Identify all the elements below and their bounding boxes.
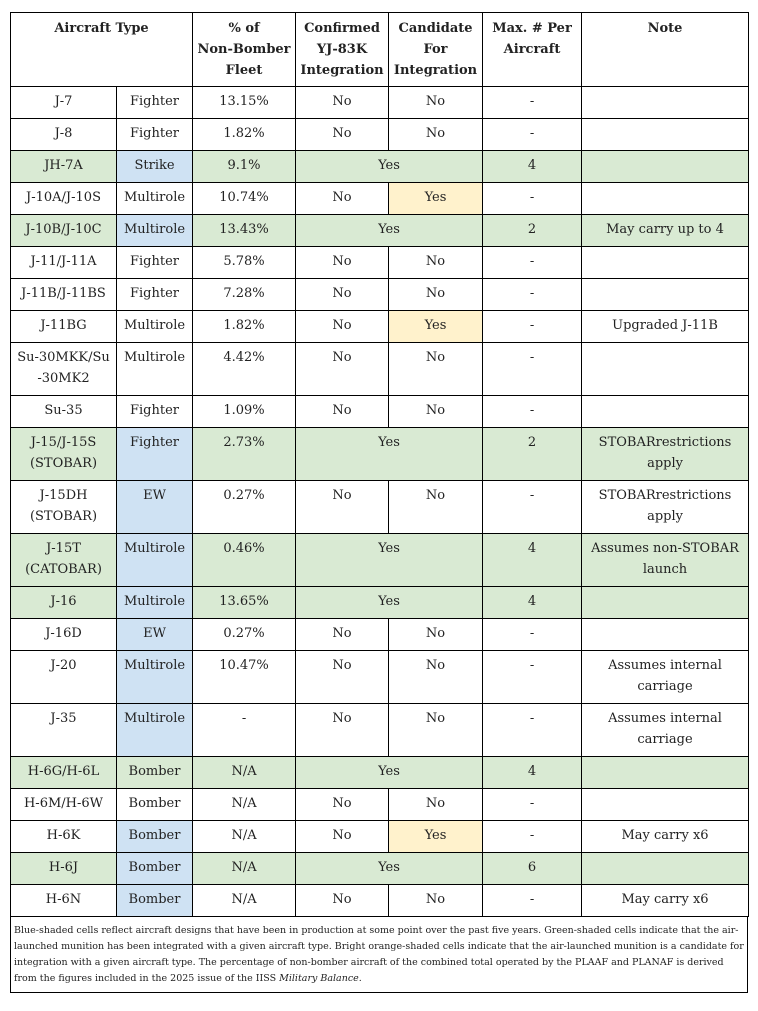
- table-body: [11, 87, 749, 917]
- note-cell: Assumes internal carriage: [582, 651, 749, 704]
- candidate-cell: No: [389, 651, 483, 704]
- note-cell: [582, 343, 749, 396]
- max-cell: -: [483, 651, 582, 704]
- aircraft-cell: J-8: [11, 119, 117, 151]
- aircraft-cell: J-11BG: [11, 311, 117, 343]
- pct-cell: 10.74%: [193, 183, 296, 215]
- note-cell: [582, 757, 749, 789]
- role-cell: Multirole: [117, 651, 193, 704]
- pct-cell: 0.46%: [193, 534, 296, 587]
- table-row: [11, 215, 749, 247]
- table-row: [11, 757, 749, 789]
- max-cell: 4: [483, 587, 582, 619]
- max-cell: 4: [483, 151, 582, 183]
- confirmed-cell: No: [296, 119, 389, 151]
- pct-cell: N/A: [193, 757, 296, 789]
- table-row: [11, 534, 749, 587]
- aircraft-integration-table: [10, 12, 749, 917]
- confirmed-cell: No: [296, 311, 389, 343]
- note-cell: STOBARrestrictions apply: [582, 428, 749, 481]
- header-pct-fleet: % of Non-Bomber Fleet: [193, 13, 296, 87]
- note-cell: May carry x6: [582, 821, 749, 853]
- pct-cell: 0.27%: [193, 481, 296, 534]
- pct-cell: 13.65%: [193, 587, 296, 619]
- note-cell: [582, 151, 749, 183]
- note-cell: [582, 87, 749, 119]
- note-cell: May carry up to 4: [582, 215, 749, 247]
- role-cell: Fighter: [117, 87, 193, 119]
- note-cell: Upgraded J-11B: [582, 311, 749, 343]
- aircraft-cell: J-15T (CATOBAR): [11, 534, 117, 587]
- note-cell: [582, 396, 749, 428]
- candidate-cell: Yes: [389, 821, 483, 853]
- header-max-per-aircraft: Max. # Per Aircraft: [483, 13, 582, 87]
- table-row: [11, 619, 749, 651]
- integration-merged-cell: Yes: [296, 587, 483, 619]
- note-cell: Assumes internal carriage: [582, 704, 749, 757]
- header-note: Note: [582, 13, 749, 87]
- pct-cell: 10.47%: [193, 651, 296, 704]
- table-row: [11, 428, 749, 481]
- aircraft-cell: H-6N: [11, 885, 117, 917]
- max-cell: -: [483, 481, 582, 534]
- note-cell: [582, 619, 749, 651]
- aircraft-cell: H-6J: [11, 853, 117, 885]
- table-row: [11, 343, 749, 396]
- max-cell: 2: [483, 215, 582, 247]
- confirmed-cell: No: [296, 704, 389, 757]
- confirmed-cell: No: [296, 789, 389, 821]
- max-cell: -: [483, 396, 582, 428]
- pct-cell: 9.1%: [193, 151, 296, 183]
- aircraft-cell: H-6G/H-6L: [11, 757, 117, 789]
- aircraft-cell: J-10A/J-10S: [11, 183, 117, 215]
- candidate-cell: No: [389, 789, 483, 821]
- table-row: [11, 247, 749, 279]
- role-cell: EW: [117, 481, 193, 534]
- role-cell: Multirole: [117, 311, 193, 343]
- max-cell: 4: [483, 534, 582, 587]
- candidate-cell: No: [389, 885, 483, 917]
- header-confirmed: Confirmed YJ-83K Integration: [296, 13, 389, 87]
- table-row: [11, 481, 749, 534]
- note-cell: [582, 279, 749, 311]
- role-cell: Multirole: [117, 215, 193, 247]
- confirmed-cell: No: [296, 343, 389, 396]
- confirmed-cell: No: [296, 821, 389, 853]
- table-row: [11, 587, 749, 619]
- aircraft-cell: J-11/J-11A: [11, 247, 117, 279]
- role-cell: Multirole: [117, 587, 193, 619]
- role-cell: Bomber: [117, 789, 193, 821]
- role-cell: Fighter: [117, 119, 193, 151]
- note-cell: [582, 183, 749, 215]
- pct-cell: 0.27%: [193, 619, 296, 651]
- note-cell: [582, 119, 749, 151]
- integration-merged-cell: Yes: [296, 151, 483, 183]
- table-row: [11, 704, 749, 757]
- candidate-cell: No: [389, 247, 483, 279]
- max-cell: -: [483, 87, 582, 119]
- note-cell: STOBARrestrictions apply: [582, 481, 749, 534]
- role-cell: Fighter: [117, 396, 193, 428]
- note-cell: [582, 247, 749, 279]
- aircraft-cell: H-6K: [11, 821, 117, 853]
- note-cell: [582, 853, 749, 885]
- aircraft-cell: J-10B/J-10C: [11, 215, 117, 247]
- aircraft-cell: J-7: [11, 87, 117, 119]
- footnote-italic: Military Balance: [279, 973, 359, 984]
- max-cell: -: [483, 619, 582, 651]
- aircraft-cell: J-16D: [11, 619, 117, 651]
- candidate-cell: Yes: [389, 311, 483, 343]
- max-cell: -: [483, 247, 582, 279]
- max-cell: -: [483, 343, 582, 396]
- role-cell: Bomber: [117, 885, 193, 917]
- role-cell: Bomber: [117, 853, 193, 885]
- note-cell: Assumes non-STOBAR launch: [582, 534, 749, 587]
- pct-cell: -: [193, 704, 296, 757]
- table-row: [11, 279, 749, 311]
- table-row: [11, 311, 749, 343]
- role-cell: Multirole: [117, 343, 193, 396]
- aircraft-cell: Su-30MKK/Su -30MK2: [11, 343, 117, 396]
- aircraft-cell: J-35: [11, 704, 117, 757]
- aircraft-cell: J-15/J-15S (STOBAR): [11, 428, 117, 481]
- integration-merged-cell: Yes: [296, 215, 483, 247]
- integration-merged-cell: Yes: [296, 428, 483, 481]
- table-row: [11, 396, 749, 428]
- candidate-cell: No: [389, 119, 483, 151]
- max-cell: -: [483, 183, 582, 215]
- pct-cell: 7.28%: [193, 279, 296, 311]
- pct-cell: 2.73%: [193, 428, 296, 481]
- header-aircraft-type: Aircraft Type: [11, 13, 193, 87]
- confirmed-cell: No: [296, 183, 389, 215]
- role-cell: Strike: [117, 151, 193, 183]
- aircraft-cell: JH-7A: [11, 151, 117, 183]
- candidate-cell: No: [389, 619, 483, 651]
- confirmed-cell: No: [296, 481, 389, 534]
- pct-cell: 4.42%: [193, 343, 296, 396]
- role-cell: Bomber: [117, 757, 193, 789]
- candidate-cell: No: [389, 87, 483, 119]
- pct-cell: N/A: [193, 885, 296, 917]
- confirmed-cell: No: [296, 247, 389, 279]
- pct-cell: N/A: [193, 821, 296, 853]
- candidate-cell: No: [389, 704, 483, 757]
- candidate-cell: No: [389, 396, 483, 428]
- max-cell: 2: [483, 428, 582, 481]
- role-cell: Multirole: [117, 534, 193, 587]
- table-row: [11, 87, 749, 119]
- aircraft-table-container: [10, 12, 748, 993]
- table-row: [11, 151, 749, 183]
- table-row: [11, 853, 749, 885]
- max-cell: -: [483, 885, 582, 917]
- note-cell: May carry x6: [582, 885, 749, 917]
- candidate-cell: Yes: [389, 183, 483, 215]
- max-cell: 6: [483, 853, 582, 885]
- header-candidate: Candidate For Integration: [389, 13, 483, 87]
- integration-merged-cell: Yes: [296, 853, 483, 885]
- candidate-cell: No: [389, 343, 483, 396]
- role-cell: Fighter: [117, 279, 193, 311]
- integration-merged-cell: Yes: [296, 757, 483, 789]
- note-cell: [582, 789, 749, 821]
- pct-cell: N/A: [193, 789, 296, 821]
- table-row: [11, 885, 749, 917]
- table-row: [11, 821, 749, 853]
- footnote-text: Blue-shaded cells reflect aircraft designs that have been in production at some point over the past five years. Green-shaded cells indicate that the air-launched munition has been integrated with a given aircraft type. Bright orange-shaded cells indicate that the air-launched munition is a candidate for integration with a given aircraft type. The percentage of non-bomber aircraft of the combined total operated by the PLAAF and PLANAF is derived from the figures included in the 2025 issue of the IISS: [14, 925, 744, 984]
- confirmed-cell: No: [296, 885, 389, 917]
- pct-cell: 1.09%: [193, 396, 296, 428]
- role-cell: EW: [117, 619, 193, 651]
- role-cell: Fighter: [117, 428, 193, 481]
- pct-cell: 1.82%: [193, 311, 296, 343]
- role-cell: Fighter: [117, 247, 193, 279]
- note-cell: [582, 587, 749, 619]
- pct-cell: 13.43%: [193, 215, 296, 247]
- candidate-cell: No: [389, 481, 483, 534]
- pct-cell: 13.15%: [193, 87, 296, 119]
- confirmed-cell: No: [296, 651, 389, 704]
- role-cell: Multirole: [117, 704, 193, 757]
- header-row: [11, 13, 749, 87]
- aircraft-cell: Su-35: [11, 396, 117, 428]
- max-cell: -: [483, 311, 582, 343]
- table-row: [11, 119, 749, 151]
- max-cell: -: [483, 821, 582, 853]
- aircraft-cell: J-15DH (STOBAR): [11, 481, 117, 534]
- candidate-cell: No: [389, 279, 483, 311]
- max-cell: -: [483, 789, 582, 821]
- footnote: [10, 917, 748, 993]
- table-row: [11, 651, 749, 704]
- table-row: [11, 789, 749, 821]
- confirmed-cell: No: [296, 279, 389, 311]
- aircraft-cell: H-6M/H-6W: [11, 789, 117, 821]
- confirmed-cell: No: [296, 396, 389, 428]
- max-cell: -: [483, 704, 582, 757]
- max-cell: -: [483, 119, 582, 151]
- aircraft-cell: J-16: [11, 587, 117, 619]
- aircraft-cell: J-11B/J-11BS: [11, 279, 117, 311]
- max-cell: -: [483, 279, 582, 311]
- integration-merged-cell: Yes: [296, 534, 483, 587]
- max-cell: 4: [483, 757, 582, 789]
- role-cell: Multirole: [117, 183, 193, 215]
- footnote-end: .: [358, 973, 362, 984]
- aircraft-cell: J-20: [11, 651, 117, 704]
- confirmed-cell: No: [296, 619, 389, 651]
- pct-cell: N/A: [193, 853, 296, 885]
- table-row: [11, 183, 749, 215]
- pct-cell: 1.82%: [193, 119, 296, 151]
- role-cell: Bomber: [117, 821, 193, 853]
- pct-cell: 5.78%: [193, 247, 296, 279]
- confirmed-cell: No: [296, 87, 389, 119]
